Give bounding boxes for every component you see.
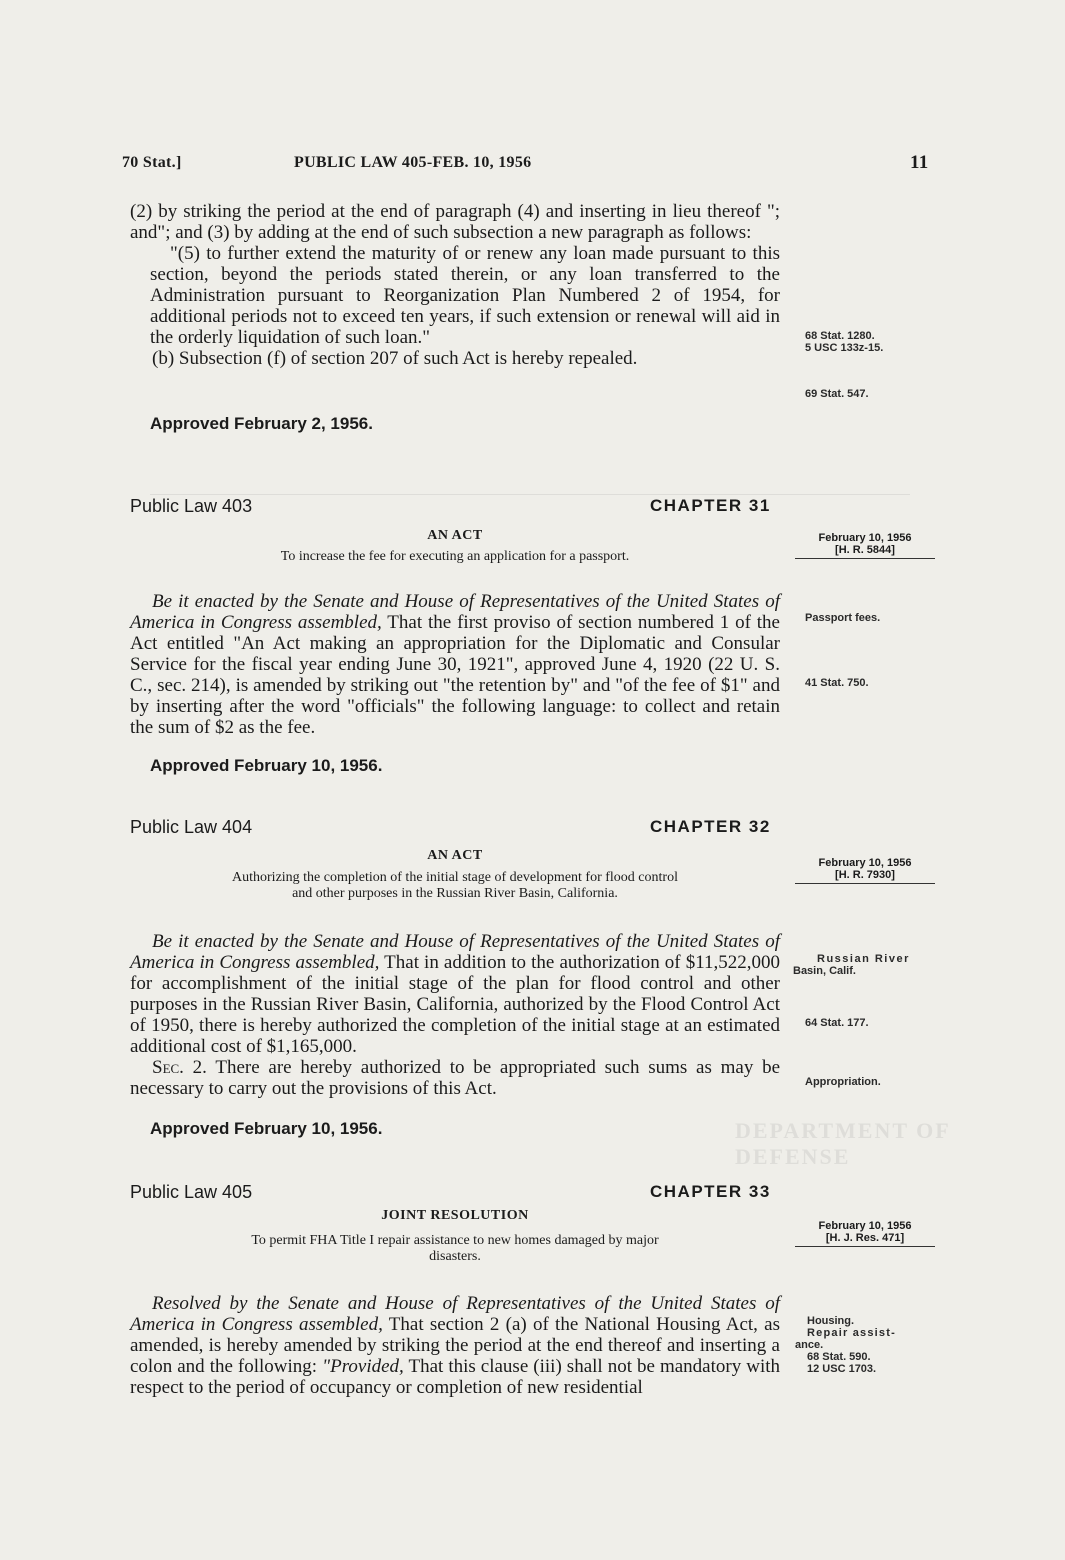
act-label-404: AN ACT xyxy=(427,848,483,863)
chapter-33-label: CHAPTER 33 xyxy=(650,1182,771,1201)
proviso-text: That this clause (iii) shall not be mandatory with respect to the period of occupancy or completion of new residential xyxy=(130,1356,781,1398)
bleed-through-heading: DEPARTMENT OF DEFENSE xyxy=(735,1118,950,1169)
enactment-text-404: That in addition to the authorization of $11,522,000 for accomplishment of the initial stage of the plan for flood control and other purposes in the Russian River Basin, California, authorized by the Flood Control Act of 1950, there is hereby authorized the completion of the initial stage at an estimated additional cost of $1,165,000. xyxy=(130,952,780,1057)
running-header-left: 70 Stat.] xyxy=(122,154,182,171)
purpose-403: To increase the fee for executing an application for a passport. xyxy=(280,549,630,564)
public-law-403-label: Public Law 403 xyxy=(130,496,253,516)
approved-line-404: Approved February 10, 1956. xyxy=(150,1119,383,1138)
resolving-clause-405: Resolved by the Senate and House of Representatives of the United States of America in Congress assembled, xyxy=(130,1293,780,1335)
continuation-para-2: "(5) to further extend the maturity of or renew any loan made pursuant to this section, beyond the periods stated therein, or any loan transferred to the Administration pursuant to Reorganization Plan Numbered 2 of 1954, for additional periods not to exceed ten years, if such extension or renewal will aid in the orderly liquidation of such loan." xyxy=(150,243,780,348)
approved-line-403: Approved February 10, 1956. xyxy=(150,756,383,775)
date-block-405: February 10, 1956 [H. J. Res. 471] xyxy=(795,1220,935,1247)
enactment-404 xyxy=(130,931,780,1099)
margin-housing: Housing. Repair assist- ance. 68 Stat. 590. 12 USC 1703. xyxy=(795,1315,896,1375)
running-header-title: PUBLIC LAW 405-FEB. 10, 1956 xyxy=(294,154,532,171)
date-block-403: February 10, 1956 [H. R. 5844] xyxy=(795,532,935,559)
resolution-405 xyxy=(130,1293,780,1398)
section-2-text: There are hereby authorized to be appropriated such sums as may be necessary to carry out the provisions of this Act. xyxy=(130,1057,780,1099)
chapter-31-label: CHAPTER 31 xyxy=(650,496,771,515)
joint-resolution-label: JOINT RESOLUTION xyxy=(381,1208,529,1223)
public-law-404-label: Public Law 404 xyxy=(130,817,253,837)
continuation-text xyxy=(130,201,780,369)
margin-note-68-stat-1280: 68 Stat. 1280. 5 USC 133z-15. xyxy=(805,330,884,354)
page-number: 11 xyxy=(910,152,929,173)
margin-passport-fees: Passport fees. xyxy=(805,612,881,624)
purpose-404: Authorizing the completion of the initial stage of development for flood control and other purposes in the Russian River Basin, California. xyxy=(232,870,678,901)
margin-russian-river: Russian River Basin, Calif. xyxy=(793,953,910,977)
enactment-403 xyxy=(130,591,780,738)
continuation-para-1: (2) by striking the period at the end of paragraph (4) and inserting in lieu thereof "; and"; and (3) by adding at the end of such subsection a new paragraph as follows: xyxy=(130,201,780,243)
continuation-para-3: (b) Subsection (f) of section 207 of such Act is hereby repealed. xyxy=(152,348,638,369)
enacting-clause-404: Be it enacted by the Senate and House of Representatives of the United States of America in Congress assembled, xyxy=(130,931,780,973)
public-law-405-label: Public Law 405 xyxy=(130,1182,253,1202)
margin-appropriation: Appropriation. xyxy=(805,1076,881,1088)
proviso-word: "Provided, xyxy=(322,1356,404,1377)
date-block-404: February 10, 1956 [H. R. 7930] xyxy=(795,857,935,884)
enacting-clause-403: Be it enacted by the Senate and House of Representatives of the United States of America in Congress assembled, xyxy=(130,591,780,633)
margin-64-stat-177: 64 Stat. 177. xyxy=(805,1017,869,1029)
section-2-label: Sec. 2. xyxy=(152,1057,207,1078)
act-label-403: AN ACT xyxy=(427,528,483,543)
enactment-text-403: That the first proviso of section numbered 1 of the Act entitled "An Act making an appropriation for the Diplomatic and Consular Service for the fiscal year ending June 30, 1921", approved June 4, 1920 (22 U. S. C., sec. 214), is amended by striking out "the retention by" and "of the fee of $1" and by inserting after the word "officials" the following language: to collect and retain the sum of $2 as the fee. xyxy=(130,612,780,738)
purpose-405: To permit FHA Title I repair assistance to new homes damaged by major disasters. xyxy=(251,1233,659,1264)
resolution-text-405: That section 2 (a) of the National Housing Act, as amended, is hereby amended by striking the period at the end thereof and inserting a colon and the following: xyxy=(130,1314,781,1377)
approved-line-1: Approved February 2, 1956. xyxy=(150,414,373,433)
margin-note-69-stat-547: 69 Stat. 547. xyxy=(805,388,869,400)
chapter-32-label: CHAPTER 32 xyxy=(650,817,771,836)
margin-41-stat-750: 41 Stat. 750. xyxy=(805,677,869,689)
